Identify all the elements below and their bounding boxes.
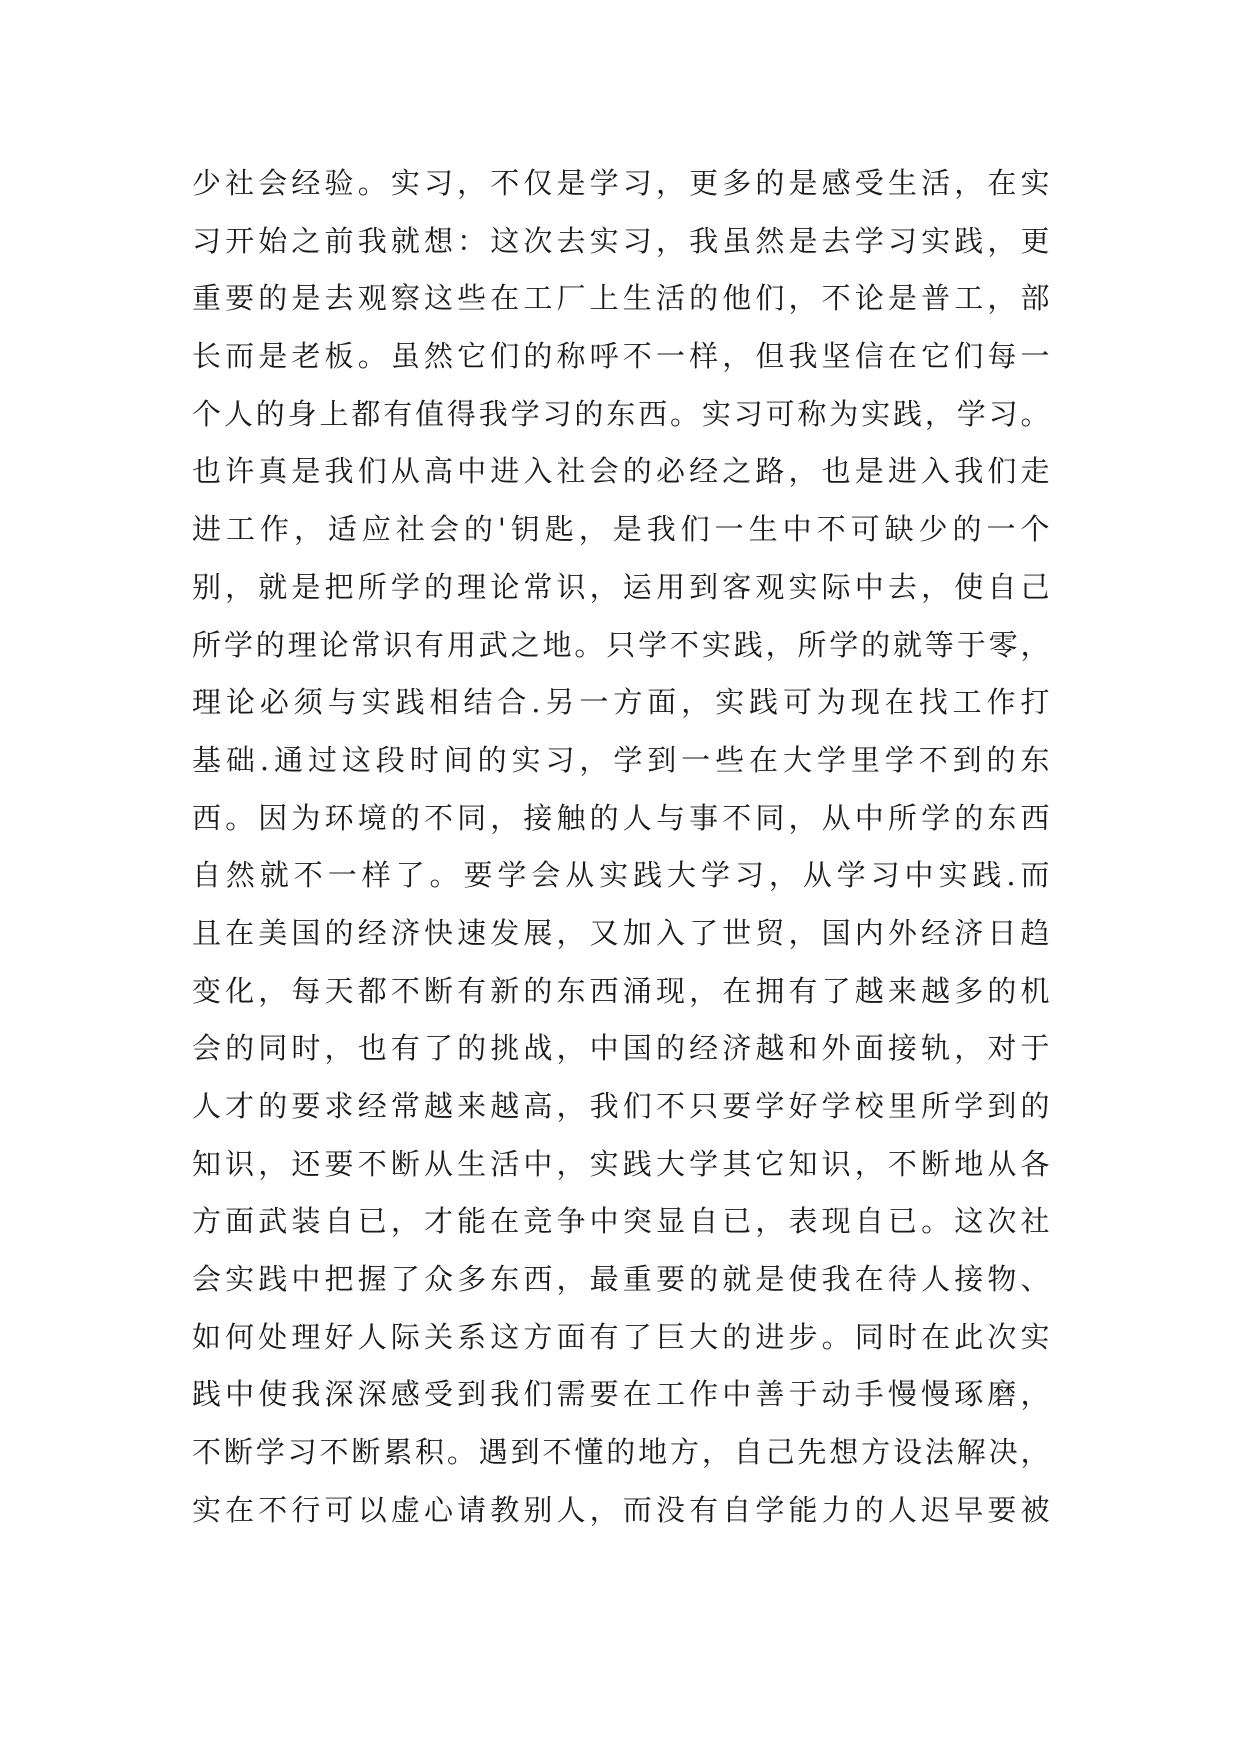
text-line: 也许真是我们从高中进入社会的必经之路，也是进入我们走 <box>192 454 1050 489</box>
text-line: 变化，每天都不断有新的东西涌现，在拥有了越来越多的机 <box>192 973 1050 1008</box>
text-line: 践中使我深深感受到我们需要在工作中善于动手慢慢琢磨， <box>192 1377 1050 1412</box>
text-line: 会的同时，也有了的挑战，中国的经济越和外面接轨，对于 <box>192 1031 1050 1066</box>
text-line: 方面武装自已，才能在竞争中突显自已，表现自已。这次社 <box>192 1204 1050 1239</box>
text-line: 长而是老板。虽然它们的称呼不一样，但我坚信在它们每一 <box>192 339 1050 374</box>
text-line: 人才的要求经常越来越高，我们不只要学好学校里所学到的 <box>192 1089 1050 1123</box>
text-line: 基础.通过这段时间的实习，学到一些在大学里学不到的东 <box>192 742 1050 777</box>
text-line: 个人的身上都有值得我学习的东西。实习可称为实践，学习。 <box>192 396 1050 431</box>
text-line: 实在不行可以虚心请教别人，而没有自学能力的人迟早要被 <box>192 1492 1050 1527</box>
text-line: 习开始之前我就想：这次去实习，我虽然是去学习实践，更 <box>192 223 1050 258</box>
text-line: 别，就是把所学的理论常识，运用到客观实际中去，使自己 <box>192 569 1050 604</box>
text-line: 且在美国的经济快速发展，又加入了世贸，国内外经济日趋 <box>192 915 1050 950</box>
text-line: 理论必须与实践相结合.另一方面，实践可为现在找工作打 <box>192 685 1050 720</box>
text-line: 进工作，适应社会的'钥匙，是我们一生中不可缺少的一个 <box>192 512 1050 547</box>
text-line: 自然就不一样了。要学会从实践大学习，从学习中实践.而 <box>192 858 1050 893</box>
text-line: 西。因为环境的不同，接触的人与事不同，从中所学的东西 <box>192 800 1050 835</box>
text-line: 少社会经验。实习，不仅是学习，更多的是感受生活，在实 <box>192 166 1050 200</box>
text-line: 不断学习不断累积。遇到不懂的地方，自己先想方设法解决， <box>192 1435 1050 1470</box>
text-line: 知识，还要不断从生活中，实践大学其它知识，不断地从各 <box>192 1146 1050 1181</box>
text-line: 会实践中把握了众多东西，最重要的就是使我在待人接物、 <box>192 1262 1050 1297</box>
text-line: 重要的是去观察这些在工厂上生活的他们，不论是普工，部 <box>192 281 1050 316</box>
text-line: 所学的理论常识有用武之地。只学不实践，所学的就等于零， <box>192 627 1050 662</box>
text-line: 如何处理好人际关系这方面有了巨大的进步。同时在此次实 <box>192 1319 1050 1354</box>
body-text <box>192 155 1050 1540</box>
